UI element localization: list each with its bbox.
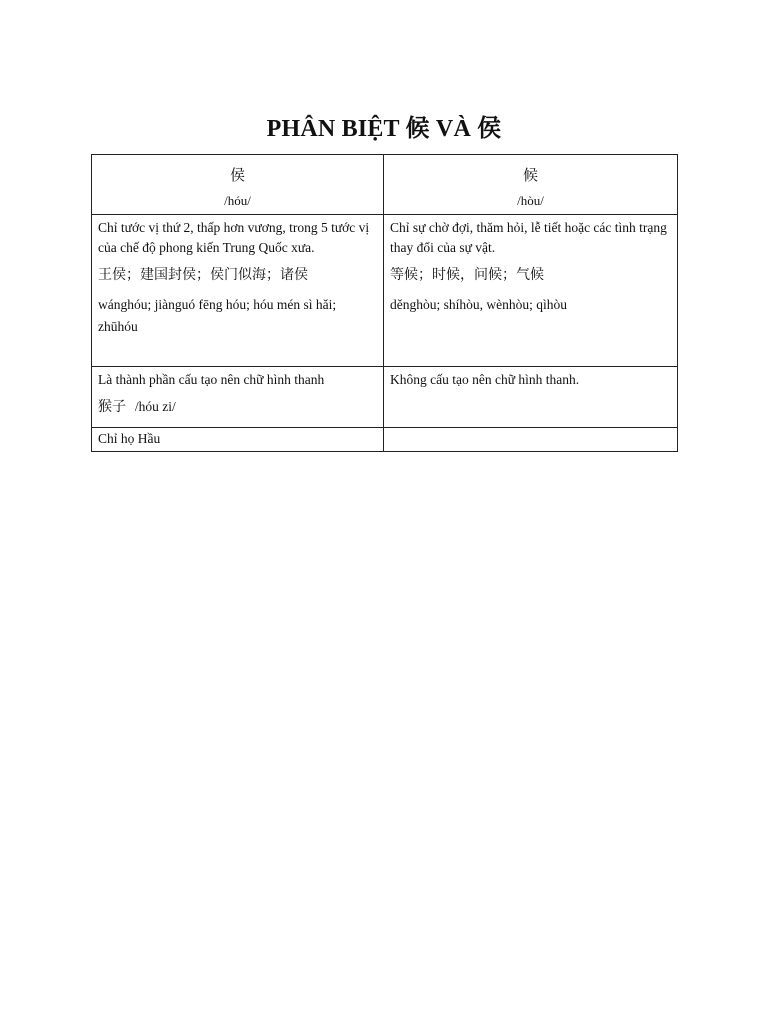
header-char-right: 候 (522, 166, 538, 184)
header-pron-left: /hóu/ (224, 193, 251, 208)
row2-left-example (98, 396, 377, 418)
header-pron-right: /hòu/ (517, 193, 544, 208)
row1-right-description: Chỉ sự chờ đợi, thăm hỏi, lễ tiết hoặc các tình trạng thay đổi của sự vật. (390, 220, 667, 255)
row1-left-cell (92, 215, 384, 367)
row3-left-cell (92, 428, 384, 452)
row2-left-cell (92, 367, 384, 428)
row3-left-description: Chỉ họ Hầu (98, 431, 161, 446)
table-header-row (92, 155, 678, 215)
row1-right-examples-zh: 等候；时候，问候；气候 (390, 267, 544, 283)
row1-left-description: Chỉ tước vị thứ 2, thấp hơn vương, trong 5 tước vị của chế độ phong kiến Trung Quốc xưa. (98, 220, 370, 255)
table-row (92, 215, 678, 367)
header-char-left: 侯 (229, 166, 245, 184)
row1-right-cell (384, 215, 678, 367)
row2-left-example-zh: 猴子 (98, 399, 126, 415)
page-title: PHÂN BIỆT 候 VÀ 侯 (266, 116, 502, 142)
row1-right-examples-pinyin: děnghòu; shíhòu, wènhòu; qìhòu (390, 297, 567, 312)
row2-left-description: Là thành phần cấu tạo nên chữ hình thanh (98, 372, 325, 387)
row2-right-description: Không cấu tạo nên chữ hình thanh. (390, 372, 580, 387)
row1-left-examples-pinyin: wánghóu; jiànguó fēng hóu; hóu mén sì hǎi; zhūhóu (98, 297, 337, 334)
table-row (92, 428, 678, 452)
row2-right-cell (384, 367, 678, 428)
comparison-table (91, 154, 678, 452)
header-cell-left (92, 155, 384, 215)
table-row (92, 367, 678, 428)
header-cell-right (384, 155, 678, 215)
row3-right-cell (384, 428, 678, 452)
row1-left-examples-zh: 王侯；建国封侯；侯门似海；诸侯 (98, 267, 308, 283)
row2-left-example-pinyin: /hóu zi/ (134, 399, 176, 414)
